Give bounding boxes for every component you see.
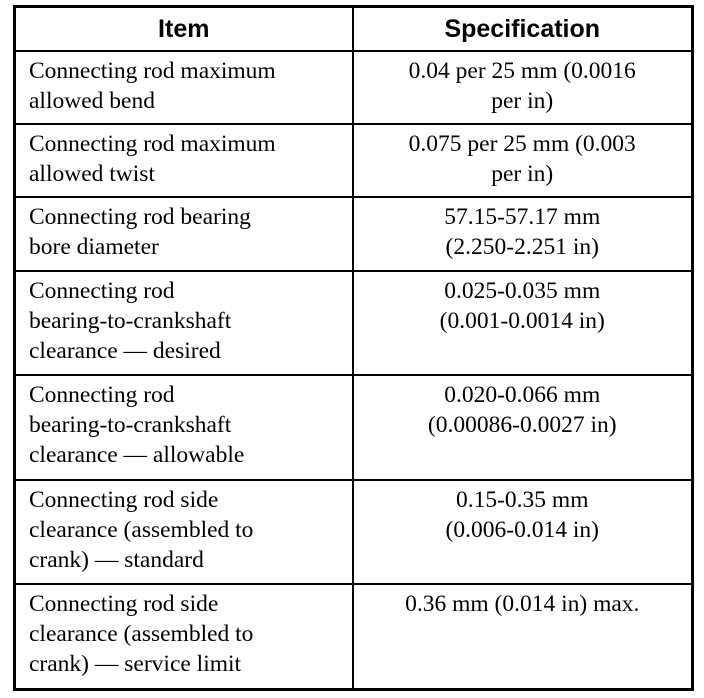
item-text-line: bearing-to-crankshaft [29,412,232,439]
item-text-line: bearing-to-crankshaft [29,307,232,334]
spec-text-line: 0.15-0.35 mm [455,486,589,513]
table-row [15,51,693,124]
spec-text-line: per in) [491,161,554,188]
spec-text-line: 0.020-0.066 mm [444,382,601,409]
table-row [15,124,693,197]
item-cell [15,51,353,124]
item-cell [15,480,353,585]
spec-cell [353,197,693,270]
item-cell [15,197,353,270]
spec-cell [353,51,693,124]
item-text-line: clearance — desired [29,337,221,364]
item-text-line: clearance (assembled to [29,621,254,648]
spec-cell [353,124,693,197]
spec-text-line: per in) [491,88,554,114]
item-cell [15,375,353,480]
spec-text-line: (0.006-0.014 in) [445,516,599,543]
item-text-line: bore diameter [29,234,159,261]
table-row [15,480,693,585]
item-cell [15,124,353,197]
item-text-line: Connecting rod maximum [29,58,276,84]
spec-table [13,5,694,691]
spec-cell [353,480,693,585]
item-cell [15,271,353,376]
item-text-line: clearance — allowable [29,442,245,469]
column-header-item: Item [15,7,353,52]
item-text-line: clearance (assembled to [29,516,254,543]
item-text-line: crank) — service limit [29,651,242,678]
spec-text-line: 0.04 per 25 mm (0.0016 [408,58,636,84]
item-text-line: Connecting rod side [29,591,219,618]
spec-text-line: (2.250-2.251 in) [445,234,599,261]
item-text-line: Connecting rod bearing [29,204,251,231]
spec-text-line: 0.075 per 25 mm (0.003 [408,131,636,158]
item-text-line: Connecting rod [29,277,175,304]
column-header-specification: Specification [353,7,693,52]
spec-cell [353,375,693,480]
spec-text-line: (0.00086-0.0027 in) [427,412,617,439]
item-text-line: allowed bend [29,88,155,114]
table-row [15,584,693,689]
item-text-line: Connecting rod maximum [29,131,276,158]
table-row [15,197,693,270]
spec-cell [353,271,693,376]
table-row [15,271,693,376]
item-text-line: Connecting rod side [29,486,219,513]
header-row [15,7,693,52]
spec-text-line: 0.025-0.035 mm [444,277,601,304]
spec-cell [353,584,693,689]
spec-text-line: (0.001-0.0014 in) [439,307,605,334]
item-cell [15,584,353,689]
spec-text-line: 57.15-57.17 mm [444,204,601,231]
item-text-line: Connecting rod [29,382,175,409]
item-text-line: allowed twist [29,161,155,188]
table-row [15,375,693,480]
item-text-line: crank) — standard [29,546,204,573]
spec-text-line: 0.36 mm (0.014 in) max. [405,591,640,618]
